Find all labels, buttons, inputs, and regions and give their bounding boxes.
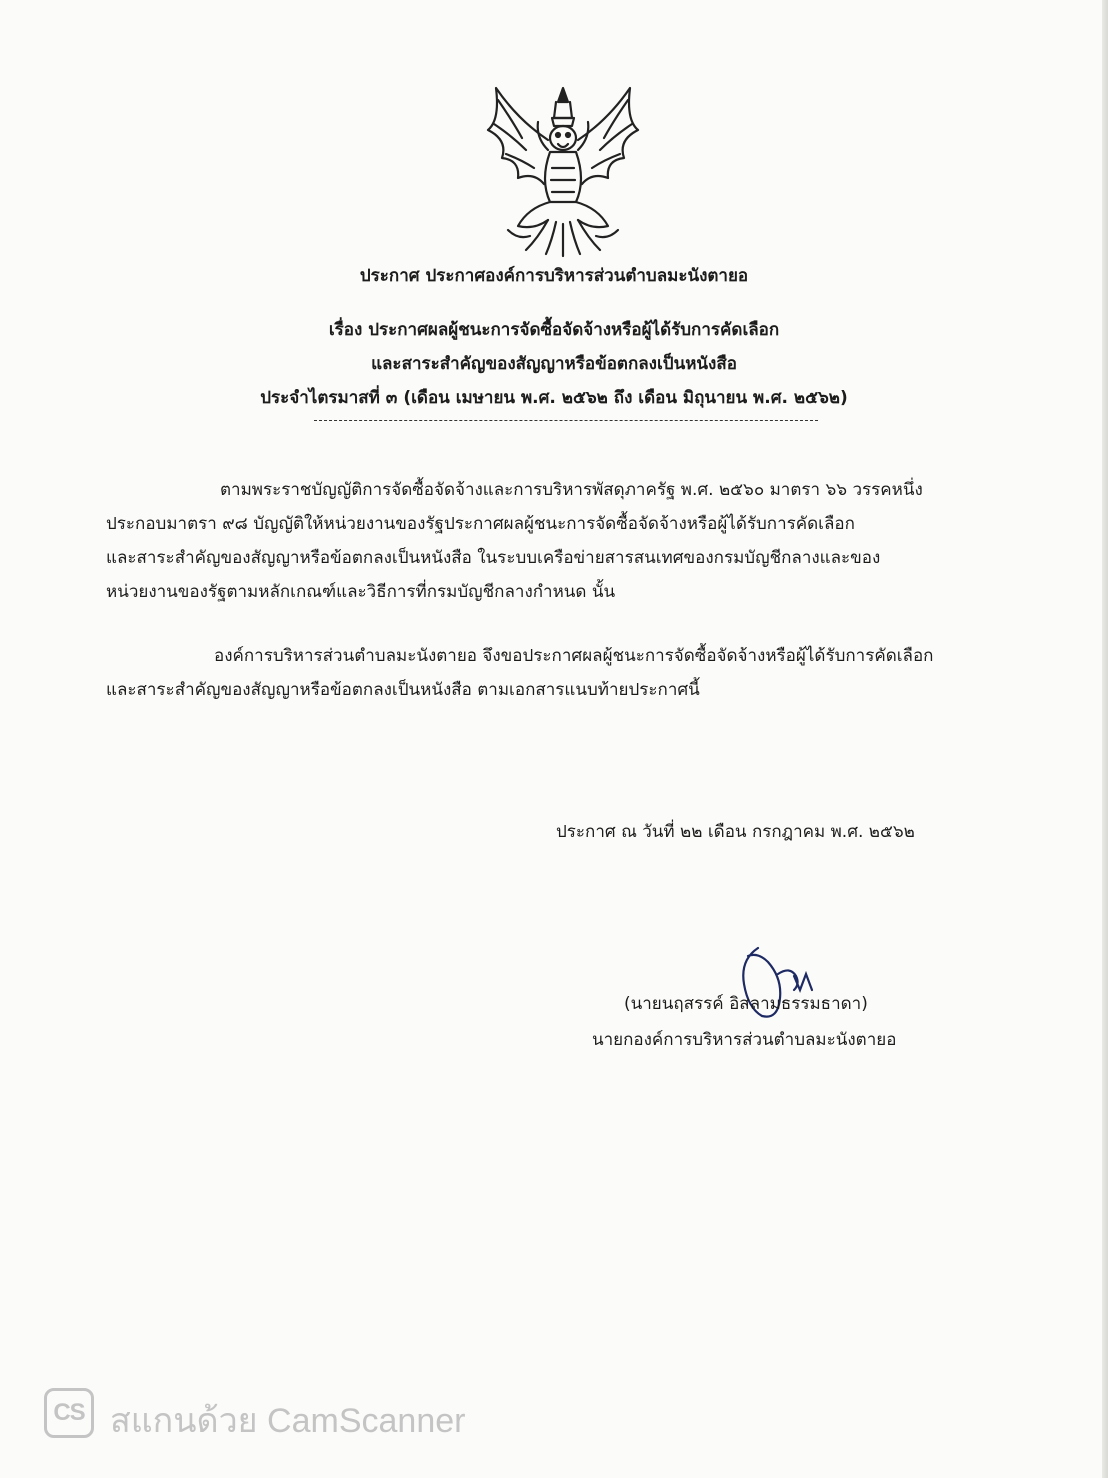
garuda-emblem-icon [478, 80, 648, 258]
paragraph-2-line: และสาระสำคัญของสัญญาหรือข้อตกลงเป็นหนังสือ ตามเอกสารแนบท้ายประกาศนี้ [106, 680, 700, 700]
subject-line: เรื่อง ประกาศผลผู้ชนะการจัดซื้อจัดจ้างหรือผู้ได้รับการคัดเลือก [328, 320, 780, 340]
announcement-date: ประกาศ ณ วันที่ ๒๒ เดือน กรกฎาคม พ.ศ. ๒๕๖๒ [556, 822, 915, 842]
separator-dashed-line [314, 420, 818, 421]
paragraph-1-line: ประกอบมาตรา ๙๘ บัญญัติให้หน่วยงานของรัฐประกาศผลผู้ชนะการจัดซื้อจัดจ้างหรือผู้ได้รับการคัดเลือก [106, 514, 855, 534]
signatory-position: นายกองค์การบริหารส่วนตำบลมะนังตายอ [592, 1030, 897, 1050]
paragraph-1-line: ตามพระราชบัญญัติการจัดซื้อจัดจ้างและการบริหารพัสดุภาครัฐ พ.ศ. ๒๕๖๐ มาตรา ๖๖ วรรคหนึ่ง [220, 480, 923, 500]
paragraph-1-line: และสาระสำคัญของสัญญาหรือข้อตกลงเป็นหนังสือ ในระบบเครือข่ายสารสนเทศของกรมบัญชีกลางและของ [106, 548, 881, 568]
announcement-title: ประกาศ ประกาศองค์การบริหารส่วนตำบลมะนังตายอ [359, 266, 749, 286]
page-edge-shadow [1102, 0, 1108, 1478]
paragraph-1-line: หน่วยงานของรัฐตามหลักเกณฑ์และวิธีการที่กรมบัญชีกลางกำหนด นั้น [106, 582, 616, 602]
camscanner-watermark-text: สแกนด้วย CamScanner [110, 1402, 466, 1440]
camscanner-logo-icon: CS [44, 1388, 94, 1438]
quarter-line: ประจำไตรมาสที่ ๓ (เดือน เมษายน พ.ศ. ๒๕๖๒ ถึง เดือน มิถุนายน พ.ศ. ๒๕๖๒) [260, 388, 848, 408]
paragraph-2-line: องค์การบริหารส่วนตำบลมะนังตายอ จึงขอประกาศผลผู้ชนะการจัดซื้อจัดจ้างหรือผู้ได้รับการคัดเลือก [214, 646, 934, 666]
subject-line-2: และสาระสำคัญของสัญญาหรือข้อตกลงเป็นหนังสือ [371, 354, 737, 374]
signatory-name: (นายนฤสรรค์ อิสลามธรรมธาดา) [624, 994, 868, 1014]
